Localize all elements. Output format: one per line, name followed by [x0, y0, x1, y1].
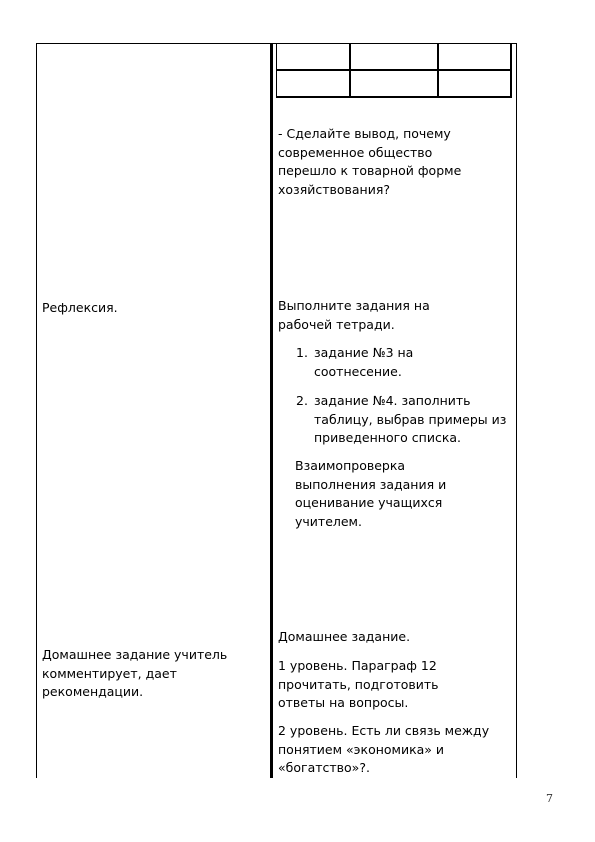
page-number: 7	[546, 792, 553, 805]
workbook-intro: Выполните задания на рабочей тетради.	[278, 298, 430, 332]
nested-table-bottom	[276, 96, 512, 98]
task-number: 1.	[296, 345, 308, 360]
task-number: 2.	[296, 393, 308, 408]
homework-title: Домашнее задание.	[278, 629, 411, 644]
task-item: задание №3 на соотнесение.	[314, 345, 414, 379]
task-item: задание №4. заполнить таблицу, выбрав примеры из приведенного списка.	[314, 393, 507, 445]
peer-check-note: Взаимопроверка выполнения задания и оценивание учащихся учителем.	[295, 458, 447, 529]
table-column-divider	[270, 43, 273, 778]
table-left-border	[36, 43, 37, 778]
reflection-label: Рефлексия.	[42, 300, 118, 315]
conclusion-task: - Сделайте вывод, почему современное общество перешло к товарной форме хозяйствования?	[278, 126, 462, 197]
homework-level-1: 1 уровень. Параграф 12 прочитать, подготовить ответы на вопросы.	[278, 658, 439, 710]
table-right-border	[516, 43, 517, 778]
homework-teacher-note: Домашнее задание учитель комментирует, дает рекомендации.	[42, 647, 228, 699]
nested-table-row-divider	[276, 69, 512, 71]
nested-empty-table	[276, 43, 512, 98]
homework-level-2: 2 уровень. Есть ли связь между понятием «экономика» и «богатство»?.	[278, 723, 490, 775]
